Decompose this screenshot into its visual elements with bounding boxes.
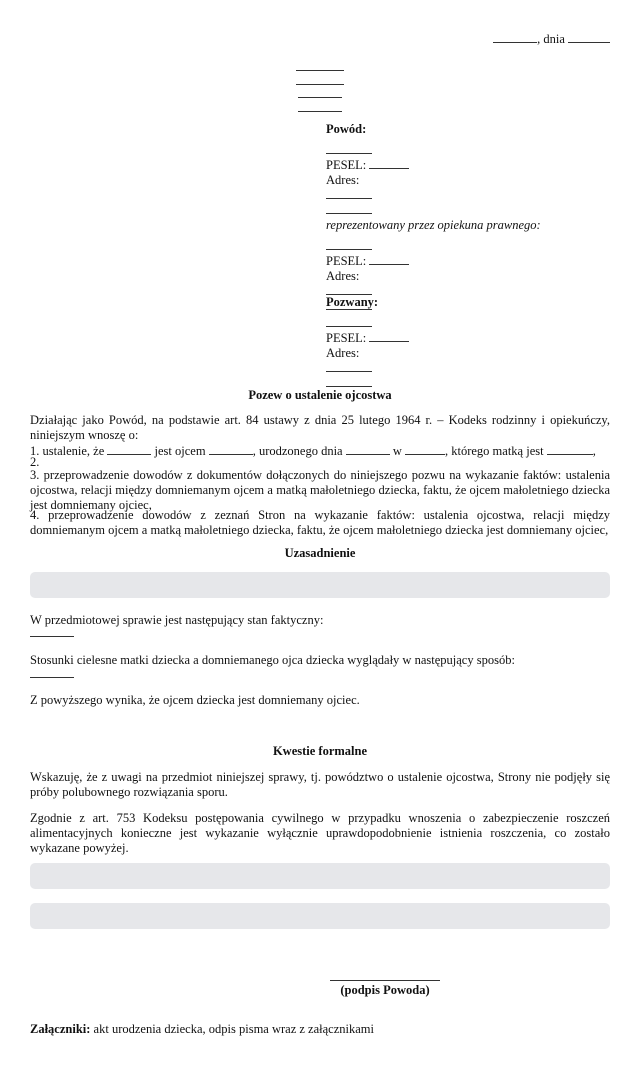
defendant-address-label: Adres: (326, 346, 360, 360)
plaintiff-pesel: PESEL: (326, 158, 606, 173)
signature-line (330, 980, 440, 981)
representative-name-blank (326, 239, 606, 254)
claim-item-3: 3. przeprowadzenie dowodów z dokumentów dołączonych do niniejszego pozwu na wykazanie faktów: ustalenia ojcostwa, relacji między domniemanym ojcem a matką małoletniego dziecka, faktu, że ojcem małoletniego dziecka jest domniemany ojciec, (30, 468, 610, 512)
formal-paragraph-1: Wskazuję, że z uwagi na przedmiot niniejszej sprawy, tj. powództwo o ustalenie ojcostwa, Strony nie podjęły się próby polubownego rozwiązania sporu. (30, 770, 610, 799)
representative-address-label: Adres: (326, 269, 360, 283)
date-blank (568, 31, 610, 43)
claim-item-4: 4. przeprowadzenie dowodów z zeznań Stron na wykazanie faktów: ustalenia ojcostwa, relacji między domniemanym ojcem a matką małoletniego dziecka, faktu, że ojcem małoletniego dziecka jest domniemany ojciec, (30, 508, 610, 537)
attachments-label: Załączniki: (30, 1022, 91, 1036)
justification-placeholder-bar (30, 572, 610, 598)
plaintiff-representative: reprezentowany przez opiekuna prawnego: (326, 218, 541, 232)
defendant-address-blank-1 (326, 361, 606, 376)
formal-paragraph-2: Zgodnie z art. 753 Kodeksu postępowania cywilnego w przypadku wnoszenia o zabezpieczenie roszczeń alimentacyjnych konieczne jest wykazanie wyłącznie uprawdopodobnienie istnienia roszczenia, co zostało wykazane powyżej. (30, 811, 610, 855)
plaintiff-name-blank (326, 143, 606, 158)
date-line (493, 31, 610, 47)
relations-blank (30, 677, 74, 678)
relations-paragraph: Stosunki cielesne matki dziecka a domniemanego ojca dziecka wyglądały w następujący sposób: (30, 653, 515, 667)
plaintiff-address-blank-1 (326, 188, 606, 203)
court-line-3 (298, 97, 342, 98)
attachments (30, 1022, 610, 1037)
formal-placeholder-bar-1 (30, 863, 610, 889)
defendant-heading: Pozwany: (326, 295, 379, 309)
defendant-name-blank (326, 316, 606, 331)
plaintiff-address-blank-2 (326, 203, 606, 218)
defendant-pesel: PESEL: (326, 331, 606, 346)
justification-heading: Uzasadnienie (284, 546, 356, 560)
place-blank (493, 31, 537, 43)
court-line-2 (296, 84, 344, 85)
defendant-block (326, 295, 606, 391)
attachments-text: akt urodzenia dziecka, odpis pisma wraz z załącznikami (93, 1022, 374, 1036)
intro-paragraph: Działając jako Powód, na podstawie art. 84 ustawy z dnia 25 lutego 1964 r. – Kodeks rodzinny i opiekuńczy, niniejszym wnoszę o: (30, 413, 610, 442)
signature-label: (podpis Powoda) (340, 983, 430, 997)
plaintiff-heading: Powód: (326, 122, 367, 136)
facts-paragraph: W przedmiotowej sprawie jest następujący stan faktyczny: (30, 613, 324, 627)
date-line-suffix: , dnia (537, 32, 565, 46)
court-line-1 (296, 70, 344, 71)
facts-blank (30, 636, 74, 637)
plaintiff-address-label: Adres: (326, 173, 360, 187)
court-line-4 (298, 111, 342, 112)
document-title: Pozew o ustalenie ojcostwa (248, 388, 392, 402)
conclusion-paragraph: Z powyższego wynika, że ojcem dziecka jest domniemany ojciec. (30, 693, 360, 707)
formal-placeholder-bar-2 (30, 903, 610, 929)
claim-item-2: 2. (30, 455, 40, 469)
formal-heading: Kwestie formalne (272, 744, 368, 758)
representative-pesel: PESEL: (326, 254, 606, 269)
plaintiff-block (326, 122, 606, 314)
claim-item-1: 1. ustalenie, że jest ojcem , urodzonego dnia w , którego matką jest , (30, 444, 596, 458)
